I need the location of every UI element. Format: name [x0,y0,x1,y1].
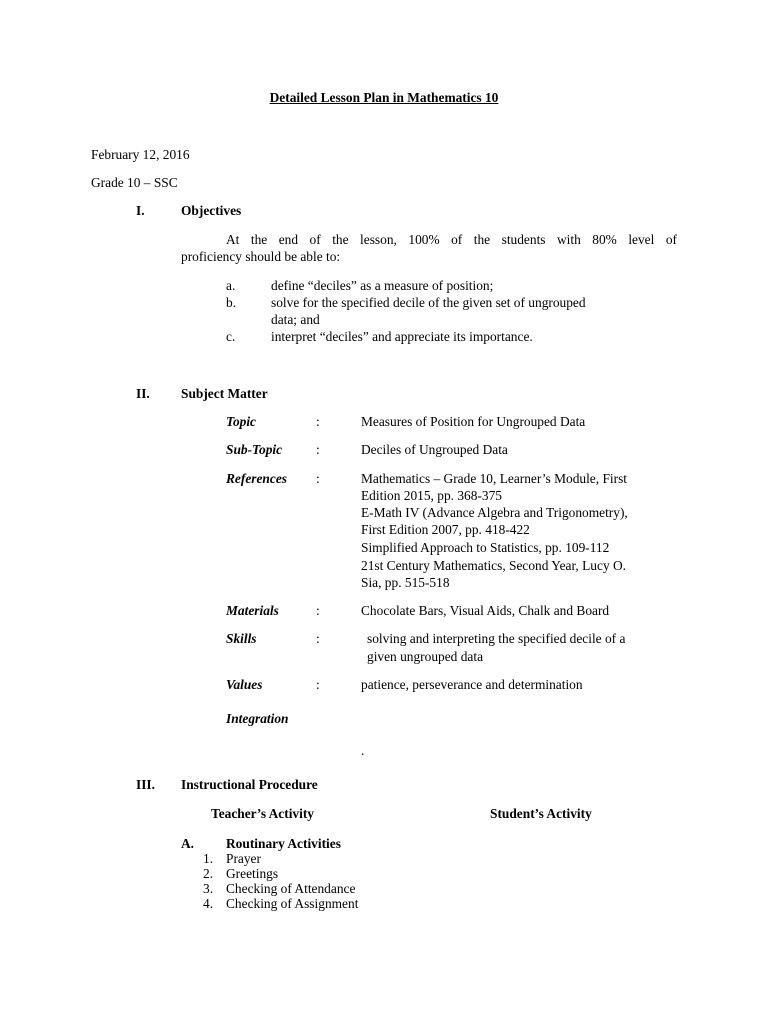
values-colon: : [316,677,320,692]
materials-colon: : [316,603,320,618]
objective-a-text: define “deciles” as a measure of position; [271,278,494,293]
topic-label: Topic [226,414,257,429]
routinary-item: Greetings [226,866,279,881]
procedure-heading: Instructional Procedure [181,777,318,792]
teacher-activity-heading: Teacher’s Activity [211,806,315,821]
subtopic-value: Deciles of Ungrouped Data [361,442,508,457]
objective-letter-c: c. [226,329,236,344]
lesson-date: February 12, 2016 [91,147,190,162]
objectives-intro-line2: proficiency should be able to: [181,249,341,264]
objectives-numeral: I. [136,203,145,218]
reference-line: E-Math IV (Advance Algebra and Trigonometry), [361,505,628,520]
reference-line: 21st Century Mathematics, Second Year, Lucy O. [361,558,626,573]
objectives-heading: Objectives [181,203,242,218]
routinary-item: Checking of Attendance [226,881,356,896]
reference-line: Edition 2015, pp. 368-375 [361,488,502,503]
subject-matter-numeral: II. [136,386,150,401]
values-value: patience, perseverance and determination [361,677,583,692]
subtopic-colon: : [316,442,320,457]
subtopic-label: Sub-Topic [226,442,283,457]
topic-colon: : [316,414,320,429]
references-label: References [226,471,287,486]
stray-period: . [361,743,365,758]
objective-letter-b: b. [226,295,237,310]
routinary-item-number: 4. [203,896,214,911]
routinary-item-number: 3. [203,881,214,896]
routinary-item: Prayer [226,851,261,866]
routinary-letter: A. [181,836,195,851]
skills-colon: : [316,631,320,646]
references-colon: : [316,471,320,486]
skills-value-line2: given ungrouped data [367,649,484,664]
objective-c-text: interpret “deciles” and appreciate its importance. [271,329,533,344]
routinary-item: Checking of Assignment [226,896,359,911]
topic-value: Measures of Position for Ungrouped Data [361,414,586,429]
integration-label: Integration [226,711,289,726]
grade-section: Grade 10 – SSC [91,175,178,190]
skills-label: Skills [226,631,257,646]
objective-letter-a: a. [226,278,236,293]
values-label: Values [226,677,263,692]
objective-b-text-line2: data; and [271,312,320,327]
objectives-intro-line1: At the end of the lesson, 100% of the students with 80% level of [226,232,677,247]
routinary-heading: Routinary Activities [226,836,341,851]
routinary-item-number: 2. [203,866,214,881]
reference-line: Sia, pp. 515-518 [361,575,450,590]
materials-value: Chocolate Bars, Visual Aids, Chalk and Board [361,603,610,618]
student-activity-heading: Student’s Activity [490,806,592,821]
procedure-numeral: III. [136,777,155,792]
objective-b-text-line1: solve for the specified decile of the given set of ungrouped [271,295,586,310]
materials-label: Materials [226,603,279,618]
reference-line: Simplified Approach to Statistics, pp. 109-112 [361,540,610,555]
skills-value-line1: solving and interpreting the specified decile of a [367,631,626,646]
document-title: Detailed Lesson Plan in Mathematics 10 [269,90,499,105]
reference-line: Mathematics – Grade 10, Learner’s Module, First [361,471,628,486]
routinary-item-number: 1. [203,851,214,866]
reference-line: First Edition 2007, pp. 418-422 [361,522,530,537]
subject-matter-heading: Subject Matter [181,386,268,401]
